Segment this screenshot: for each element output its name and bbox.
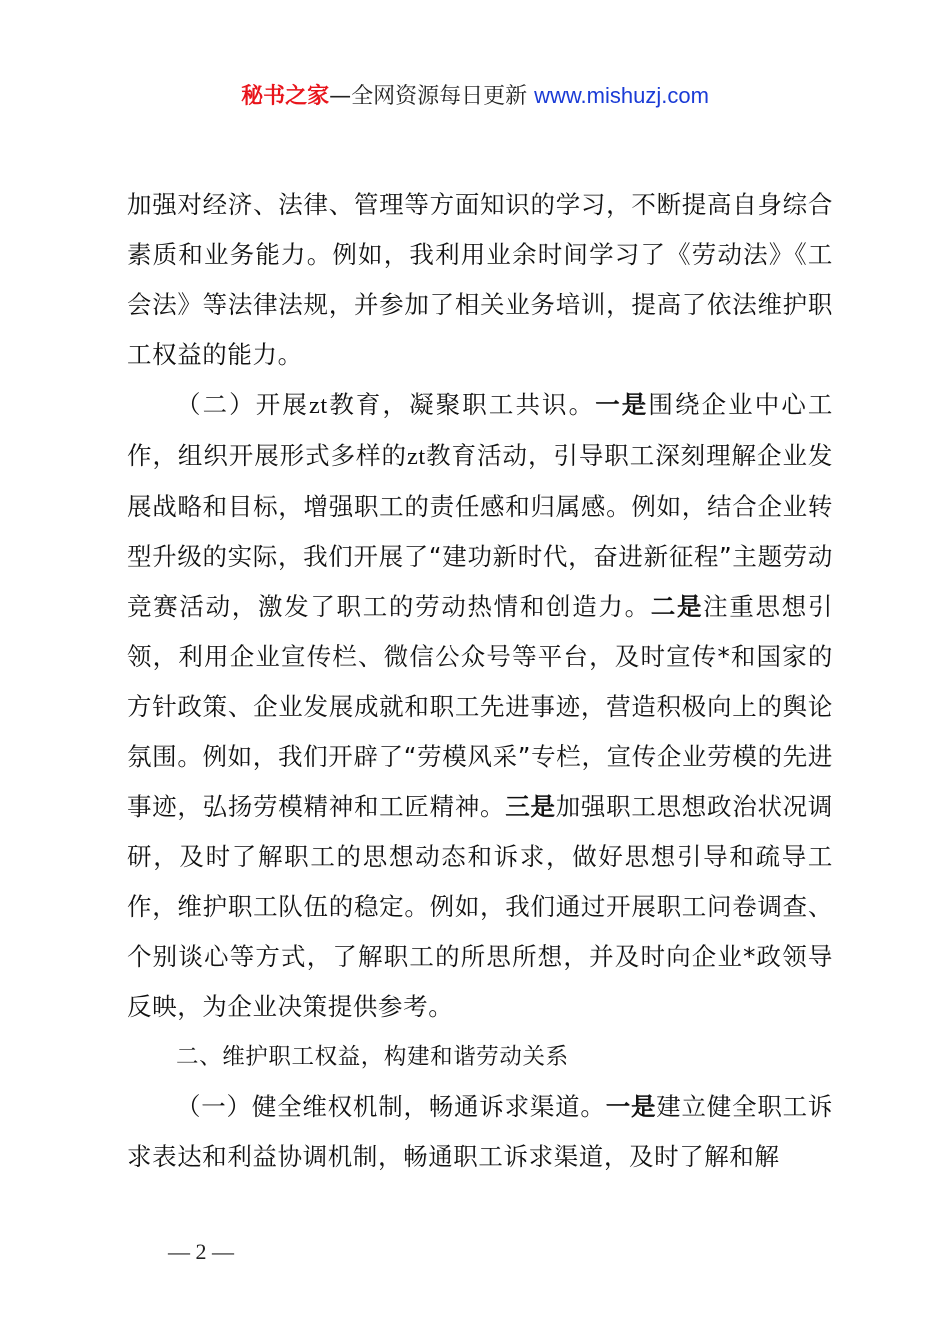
text-first: 围绕企业中心工作，组织开展形式多样的zt教育活动，引导职工深刻理解企业发展战略和目标，增强职工的责任感和归属感。例如，结合企业转型升级的实际，我们开展了“建功新时代，奋进新征程”主题劳动竞赛活动，激发了职工的劳动热情和创造力。 bbox=[127, 390, 834, 621]
marker-first: 一是 bbox=[595, 390, 649, 419]
marker-second: 二是 bbox=[650, 592, 704, 621]
section-heading-rights: 二、维护职工权益，构建和谐劳动关系 bbox=[176, 1044, 569, 1070]
site-header bbox=[0, 80, 950, 113]
marker-first-mechanism: 一是 bbox=[605, 1092, 657, 1121]
subsection-heading-mechanism: （一）健全维权机制，畅通诉求渠道。 bbox=[176, 1092, 606, 1121]
page-number: — 2 — bbox=[168, 1239, 234, 1264]
text-second: 注重思想引领，利用企业宣传栏、微信公众号等平台，及时宣传*和国家的方针政策、企业发展成就和职工先进事迹，营造积极向上的舆论氛围。例如，我们开辟了“劳模风采”专栏，宣传企业劳模的先进事迹，弘扬劳模精神和工匠精神。 bbox=[127, 592, 834, 821]
text-mechanism-first: 建立健全职工诉求表达和利益协调机制，畅通职工诉求渠道，及时了解和解 bbox=[127, 1092, 834, 1171]
paragraph-study: 加强对经济、法律、管理等方面知识的学习，不断提高自身综合素质和业务能力。例如，我利用业余时间学习了《劳动法》《工会法》等法律法规，并参加了相关业务培训，提高了依法维护职工权益的能力。 bbox=[127, 190, 833, 369]
document-body bbox=[127, 180, 833, 1182]
header-tagline: —全网资源每日更新 bbox=[329, 84, 535, 109]
section-heading-education: （二）开展zt教育，凝聚职工共识。 bbox=[176, 390, 596, 419]
site-url[interactable]: www.mishuzj.com bbox=[534, 83, 709, 108]
paragraph-education bbox=[127, 380, 833, 1032]
text-third: 加强职工思想政治状况调研，及时了解职工的思想动态和诉求，做好思想引导和疏导工作，维护职工队伍的稳定。例如，我们通过开展职工问卷调查、个别谈心等方式，了解职工的所思所想，并及时向企业*政领导反映，为企业决策提供参考。 bbox=[127, 792, 833, 1021]
paragraph-mechanism bbox=[127, 1082, 833, 1182]
marker-third: 三是 bbox=[505, 792, 556, 821]
brand-name: 秘书之家 bbox=[241, 84, 330, 109]
